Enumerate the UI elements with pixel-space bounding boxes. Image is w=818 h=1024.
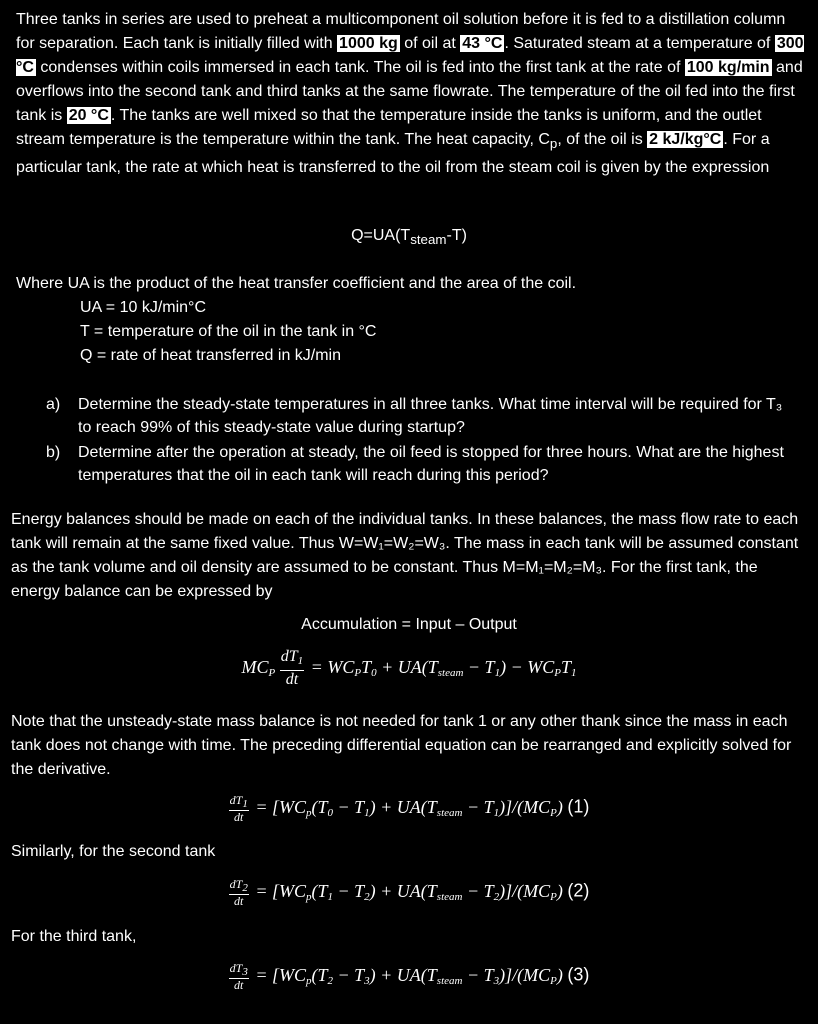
energy-balance-equation: $MC_P$ $\frac{dT_1}{dt}$ = $WC_PT_0 + UA(T_{steam} - T_1) - WC_PT_1$ [241,648,577,688]
feed-rate-highlight: 100 kg/min [686,59,770,76]
mass-highlight: 1000 kg [339,35,398,52]
equation-1-label: (1) [567,796,590,817]
feed-temp-highlight: 20 °C [68,107,109,124]
heat-transfer-expression: $Q=UA(T_{steam}-T)$ [351,227,467,248]
steam-temp-highlight: 300 °C [16,35,804,76]
note-text: Note that the unsteady-state mass balance is not needed for tank 1 or any other thank since the mass in each tank does not change with time. The preceding differential equation can be rearranged and explicitly solved for the derivative. [11,713,792,778]
equation-1: $\frac{dT1}{dt}$ = $[WC_p(T_0 - T_1) + UA(T_{steam} - T_1)]/(MC_P)$ (1) [229,793,590,824]
equation-2-label: (2) [567,880,590,901]
question-a: a) Determine the steady-state temperatures in all three tanks. What time interval will be required for T₃ to reach 99% of this steady-state value during startup? [46,396,783,436]
heat-capacity-highlight: 2 kJ/kg°C [649,131,722,148]
definition-t: T = temperature of the oil in the tank in °C [80,323,377,340]
accumulation-equation: Accumulation = Input – Output [301,616,517,633]
equation-2: $\frac{dT2}{dt}$ = $[WC_p(T_1 - T_2) + UA(T_{steam} - T_2)]/(MC_P)$ (2) [229,877,590,908]
problem-statement: Three tanks in series are used to preheat a multicomponent oil solution before it is fed to a distillation column for separation. Each tank is initially filled with 1000 kg of oil at 43 °C . Saturated steam at a temperature of 300 °C condenses within coils immersed in each tank. The oil is fed into the first tank at the rate of 100 kg/min and overflows into the second tank and third tanks at the same flowrate. The temperature of the oil fed into the first tank is 20 °C . The tanks are well mixed so that the temperature inside the tanks is uniform, and the outlet stream temperature is the temperature within the tank. The heat capacity, $C_p$, of the oil is 2 kJ/kg°C . For a particular tank, the rate at which heat is transferred to the oil from the steam coil is given by the expression [16,11,804,177]
definition-q: Q = rate of heat transferred in kJ/min [80,347,342,364]
where-text: Where UA is the product of the heat transfer coefficient and the area of the coil. [16,275,577,292]
second-tank-label: Similarly, for the second tank [11,843,216,860]
solution-intro: Energy balances should be made on each of the individual tanks. In these balances, the mass flow rate to each tank will remain at the same fixed value. Thus W=W₁=W₂=W₃. The mass in each tank will be assumed constant as the tank volume and oil density are assumed to be constant. Thus M=M₁=M₂=M₃. For the first tank, the energy balance can be expressed by [11,511,799,600]
third-tank-label: For the third tank, [11,928,137,945]
initial-temp-highlight: 43 °C [462,35,503,52]
question-b: b) Determine after the operation at steady, the oil feed is stopped for three hours. What are the highest temperatures that the oil in each tank will reach during this period? [46,444,784,484]
equation-3: $\frac{dT3}{dt}$ = $[WC_p(T_2 - T_3) + UA(T_{steam} - T_3)]/(MC_P)$ (3) [229,961,590,992]
equation-3-label: (3) [567,964,590,985]
definition-ua: UA = 10 kJ/min°C [80,299,206,316]
